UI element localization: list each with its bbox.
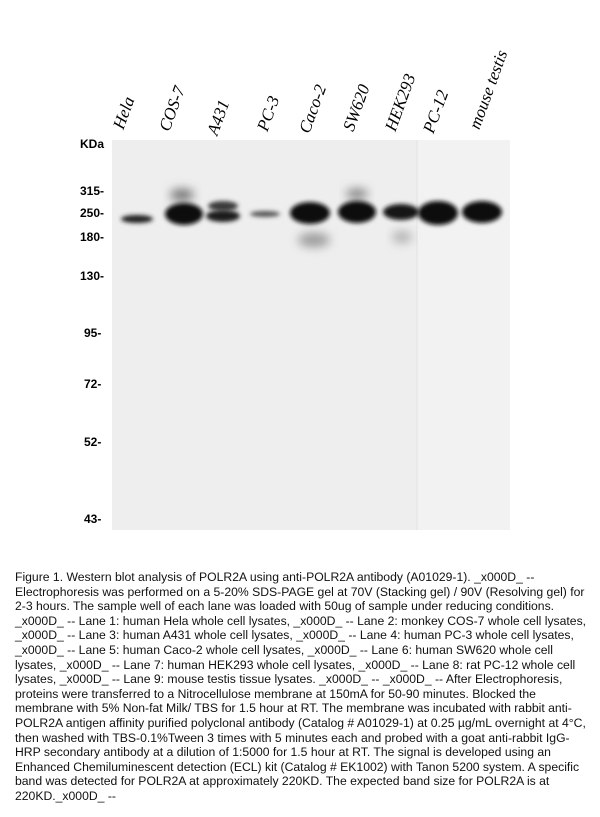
lane-3-band bbox=[206, 201, 240, 222]
lane-2-band bbox=[165, 189, 203, 225]
lane-7-band bbox=[383, 204, 419, 243]
lane-5-band bbox=[290, 202, 330, 247]
blot-membrane bbox=[112, 140, 510, 530]
lane-label-pc12: PC-12 bbox=[419, 87, 453, 136]
kda-unit-label: KDa bbox=[80, 137, 105, 151]
lane-label-sw620: SW620 bbox=[339, 81, 374, 134]
mw-marker-95: 95- bbox=[84, 326, 102, 340]
blot-bands bbox=[112, 140, 510, 530]
lane-1-band bbox=[121, 215, 153, 223]
lane-label-pc3: PC-3 bbox=[253, 93, 284, 134]
membrane-panel-right bbox=[417, 140, 510, 530]
mw-marker-250: 250- bbox=[80, 206, 105, 220]
lane-9-band bbox=[462, 201, 502, 223]
lane-label-a431: A431 bbox=[203, 97, 234, 138]
mw-marker-52: 52- bbox=[84, 435, 102, 449]
mw-marker-130: 130- bbox=[80, 269, 105, 283]
lane-8-band bbox=[418, 201, 458, 225]
lane-label-hela: Hela bbox=[109, 94, 139, 132]
mw-marker-72: 72- bbox=[84, 377, 102, 391]
mw-marker-315: 315- bbox=[80, 184, 105, 198]
lane-label-cos7: COS-7 bbox=[155, 83, 189, 134]
figure-caption: Figure 1. Western blot analysis of POLR2A using anti-POLR2A antibody (A01029-1). _x000D_ -- Electrophoresis was performed on a 5-20% SDS-PAGE gel at 70V (Stacking gel) / 90V (Resolving gel) for 2-3 hours. The sample well of each lane was loaded with 50ug of sample under reducing conditions. _x000D_ -- Lane 1: human Hela whole cell lysates, _x000D_ -- Lane 2: monkey COS-7 whole cell lysates, _x000D_ -- Lane 3: human A431 whole cell lysates, _x000D_ -- Lane 4: human PC-3 whole cell lysates, _x000D_ -- Lane 5: human Caco-2 whole cell lysates, _x000D_ -- Lane 6: human SW620 whole cell lysates, _x000D_ -- Lane 7: human HEK293 whole cell lysates, _x000D_ -- Lane 8: rat PC-12 whole cell lysates, _x000D_ -- Lane 9: mouse testis tissue lysates. _x000D_ -- _x000D_ -- After Electrophoresis, proteins were transferred to a Nitrocellulose membrane at 150mA for 50-90 minutes. Blocked the membrane with 5% Non-fat Milk/ TBS for 1.5 hour at RT. The membrane was incubated with rabbit anti-POLR2A antigen affinity purified polyclonal antibody (Catalog # A01029-1) at 0.25 µg/mL overnight at 4°C, then washed with TBS-0.1%Tween 3 times with 5 minutes each and probed with a goat anti-rabbit IgG-HRP secondary antibody at a dilution of 1:5000 for 1.5 hour at RT. The signal is developed using an Enhanced Chemiluminescent detection (ECL) kit (Catalog # EK1002) with Tanon 5200 system. A specific band was detected for POLR2A at approximately 220KD. The expected band size for POLR2A is at 220KD._x000D_ -- bbox=[15, 570, 587, 803]
lane-6-band bbox=[338, 189, 376, 223]
lane-label-mouse-testis: mouse testis bbox=[465, 47, 512, 132]
lane-label-caco2: Caco-2 bbox=[295, 82, 331, 136]
lane-label-hek293: HEK293 bbox=[381, 71, 420, 134]
lane-4-band bbox=[250, 211, 280, 217]
mw-marker-43: 43- bbox=[84, 512, 102, 526]
mw-marker-180: 180- bbox=[80, 230, 105, 244]
